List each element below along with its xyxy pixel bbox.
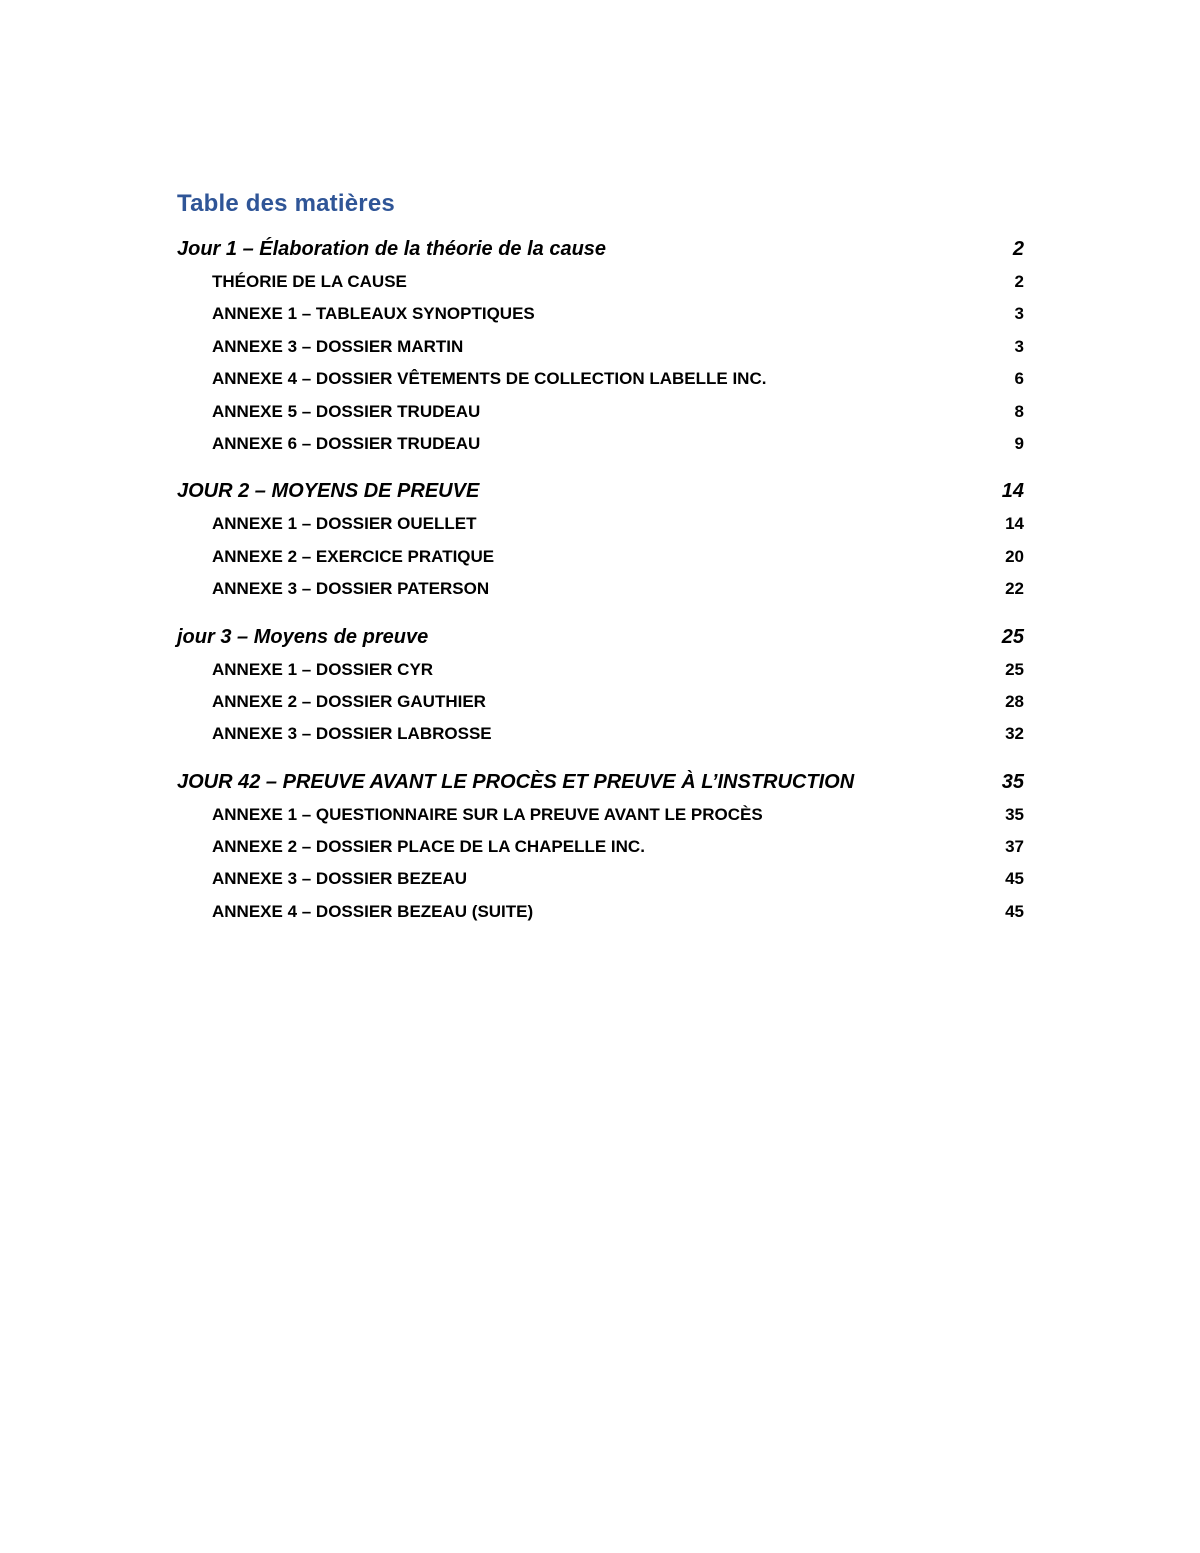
toc-entry-label: ANNEXE 5 – DOSSIER TRUDEAU [212,401,481,421]
toc-entry-row[interactable] [177,863,1024,895]
toc-entry-label: ANNEXE 3 – DOSSIER BEZEAU [212,869,468,889]
toc-entry-page: 22 [1005,579,1024,599]
toc-entry-row[interactable] [177,428,1024,460]
toc-heading-page: 14 [1001,480,1024,503]
toc-entry-row[interactable] [177,298,1024,330]
toc-entry-label: ANNEXE 1 – DOSSIER OUELLET [212,514,477,534]
toc-entry-label: ANNEXE 2 – DOSSIER PLACE DE LA CHAPELLE INC. [212,837,645,857]
toc-entry-label: ANNEXE 1 – QUESTIONNAIRE SUR LA PREUVE AVANT LE PROCÈS [212,804,763,824]
toc-entry-row[interactable] [177,396,1024,428]
toc-entry-page: 20 [1005,546,1024,566]
toc-entry-row[interactable] [177,508,1024,540]
toc-entry-page: 3 [1014,304,1024,324]
toc-entry-page: 28 [1005,691,1024,711]
toc-entry-label: ANNEXE 3 – DOSSIER MARTIN [212,336,464,356]
toc-entry-page: 3 [1014,336,1024,356]
toc-entry-row[interactable] [177,541,1024,573]
toc-entry-row[interactable] [177,363,1024,395]
toc-heading-row[interactable] [177,232,1024,266]
table-of-contents [177,232,1024,942]
toc-heading-label: jour 3 – Moyens de preuve [177,625,429,648]
toc-entry-page: 14 [1005,514,1024,534]
toc-section-day-42 [177,765,1024,929]
toc-entry-row[interactable] [177,896,1024,928]
toc-heading-page: 25 [1001,625,1024,648]
toc-entry-page: 2 [1014,272,1024,291]
toc-entry-label: ANNEXE 4 – DOSSIER VÊTEMENTS DE COLLECTION LABELLE INC. [212,369,767,389]
toc-entry-row[interactable] [177,654,1024,686]
toc-entry-page: 45 [1005,869,1024,889]
toc-entry-row[interactable] [177,799,1024,831]
toc-section-day-2 [177,474,1024,605]
toc-entry-row[interactable] [177,718,1024,750]
toc-entry-page: 32 [1005,724,1024,744]
toc-entry-label: ANNEXE 1 – DOSSIER CYR [212,659,434,679]
toc-entry-row[interactable] [177,331,1024,363]
toc-entry-label: ANNEXE 2 – EXERCICE PRATIQUE [212,546,495,566]
toc-entry-label: ANNEXE 1 – TABLEAUX SYNOPTIQUES [212,304,535,324]
toc-entry-label: ANNEXE 6 – DOSSIER TRUDEAU [212,433,481,453]
toc-title: Table des matières [177,190,395,217]
toc-entry-row[interactable] [177,573,1024,605]
toc-entry-label: ANNEXE 3 – DOSSIER PATERSON [212,579,490,599]
toc-entry-row[interactable] [177,686,1024,718]
toc-section-day-1 [177,232,1024,460]
toc-heading-label: JOUR 42 – PREUVE AVANT LE PROCÈS ET PREUVE À L’INSTRUCTION [177,770,855,793]
toc-heading-row[interactable] [177,620,1024,654]
toc-entry-page: 25 [1005,659,1024,679]
toc-entry-row[interactable] [177,831,1024,863]
toc-entry-label: ANNEXE 4 – DOSSIER BEZEAU (SUITE) [212,901,534,921]
toc-heading-row[interactable] [177,474,1024,508]
toc-entry-page: 37 [1005,837,1024,857]
toc-heading-page: 35 [1001,770,1024,793]
toc-heading-label: JOUR 2 – MOYENS DE PREUVE [177,480,480,503]
toc-entry-page: 8 [1014,401,1024,421]
toc-entry-label: ANNEXE 2 – DOSSIER GAUTHIER [212,691,486,711]
toc-heading-page: 2 [1012,238,1024,260]
toc-entry-page: 35 [1005,804,1024,824]
toc-entry-page: 45 [1005,901,1024,921]
toc-entry-row[interactable] [177,266,1024,298]
toc-entry-page: 6 [1014,369,1024,389]
toc-entry-label: ANNEXE 3 – DOSSIER LABROSSE [212,724,492,744]
toc-heading-label: Jour 1 – Élaboration de la théorie de la cause [177,238,607,260]
toc-section-day-3 [177,620,1024,751]
toc-heading-row[interactable] [177,765,1024,799]
toc-entry-label: THÉORIE DE LA CAUSE [212,272,407,291]
toc-entry-page: 9 [1014,433,1024,453]
